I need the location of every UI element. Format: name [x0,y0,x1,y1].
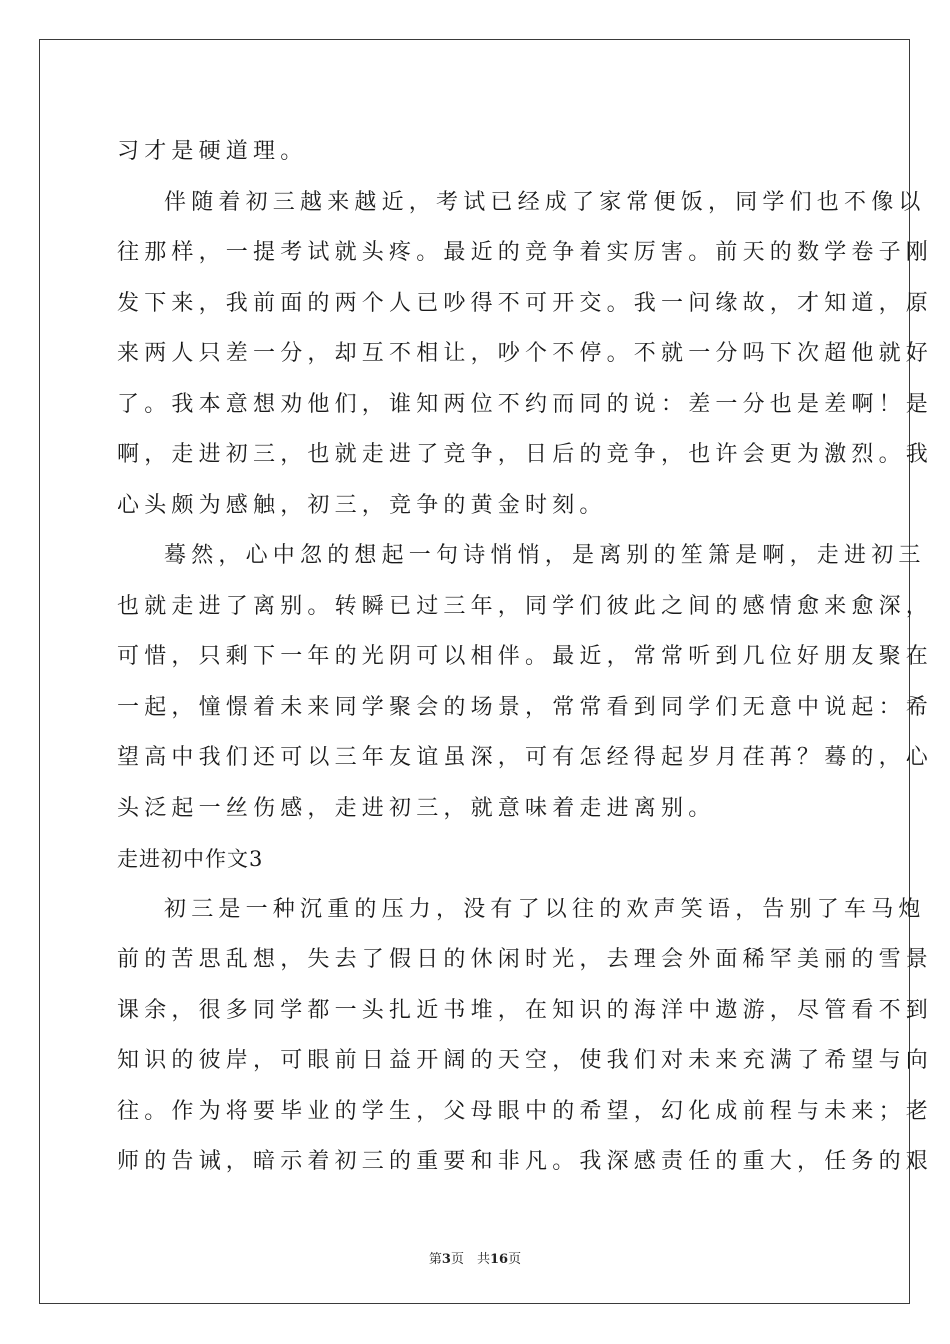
text-line: 来两人只差一分，却互不相让，吵个不停。不就一分吗下次超他就好 [117,341,934,366]
section-heading: 走进初中作文3 [117,847,264,871]
text-line: 也就走进了离别。转瞬已过三年，同学们彼此之间的感情愈来愈深， [117,593,934,619]
text-line: 发下来，我前面的两个人已吵得不可开交。我一问缘故，才知道，原 [117,290,934,316]
text-line: 前的苦思乱想，失去了假日的休闲时光，去理会外面稀罕美丽的雪景 [117,947,934,972]
text-line: 往那样，一提考试就头疼。最近的竞争着实厉害。前天的数学卷子刚 [117,240,934,265]
text-line: 啊，走进初三，也就走进了竞争，日后的竞争，也许会更为激烈。我 [117,442,934,467]
paragraph-start: 初三是一种沉重的压力，没有了以往的欢声笑语，告别了车马炮 [164,896,926,922]
text-line: 师的告诫，暗示着初三的重要和非凡。我深感责任的重大，任务的艰 [117,1149,934,1174]
text-line: 心头颇为感触，初三，竞争的黄金时刻。 [117,492,607,518]
text-line: 课余，很多同学都一头扎近书堆，在知识的海洋中遨游，尽管看不到 [117,997,934,1023]
text-line: 头泛起一丝伤感，走进初三，就意味着走进离别。 [117,795,716,821]
total-page-count: 16 [489,1252,509,1267]
footer-mid: 页 共 [450,1252,490,1267]
text-line: 了。我本意想劝他们，谁知两位不约而同的说：差一分也是差啊！是 [117,391,934,417]
footer-prefix: 第 [428,1252,442,1267]
current-page-number: 3 [441,1252,451,1267]
footer-suffix: 页 [508,1252,522,1267]
text-line: 往。作为将要毕业的学生，父母眼中的希望，幻化成前程与未来；老 [117,1098,934,1124]
text-line: 可惜，只剩下一年的光阴可以相伴。最近，常常听到几位好朋友聚在 [117,644,934,669]
text-line: 习才是硬道理。 [117,139,308,164]
text-line: 一起，憧憬着未来同学聚会的场景，常常看到同学们无意中说起：希 [117,694,934,720]
text-line: 望高中我们还可以三年友谊虽深，可有怎经得起岁月荏苒？蓦的，心 [117,745,934,770]
text-line: 知识的彼岸，可眼前日益开阔的天空，使我们对未来充满了希望与向 [117,1048,934,1073]
document-body [117,127,934,1188]
paragraph-start: 蓦然，心中忽的想起一句诗悄悄，是离别的笙箫是啊，走进初三 [164,543,926,568]
paragraph-start: 伴随着初三越来越近，考试已经成了家常便饭，同学们也不像以 [164,189,926,215]
page-footer [0,1248,950,1267]
